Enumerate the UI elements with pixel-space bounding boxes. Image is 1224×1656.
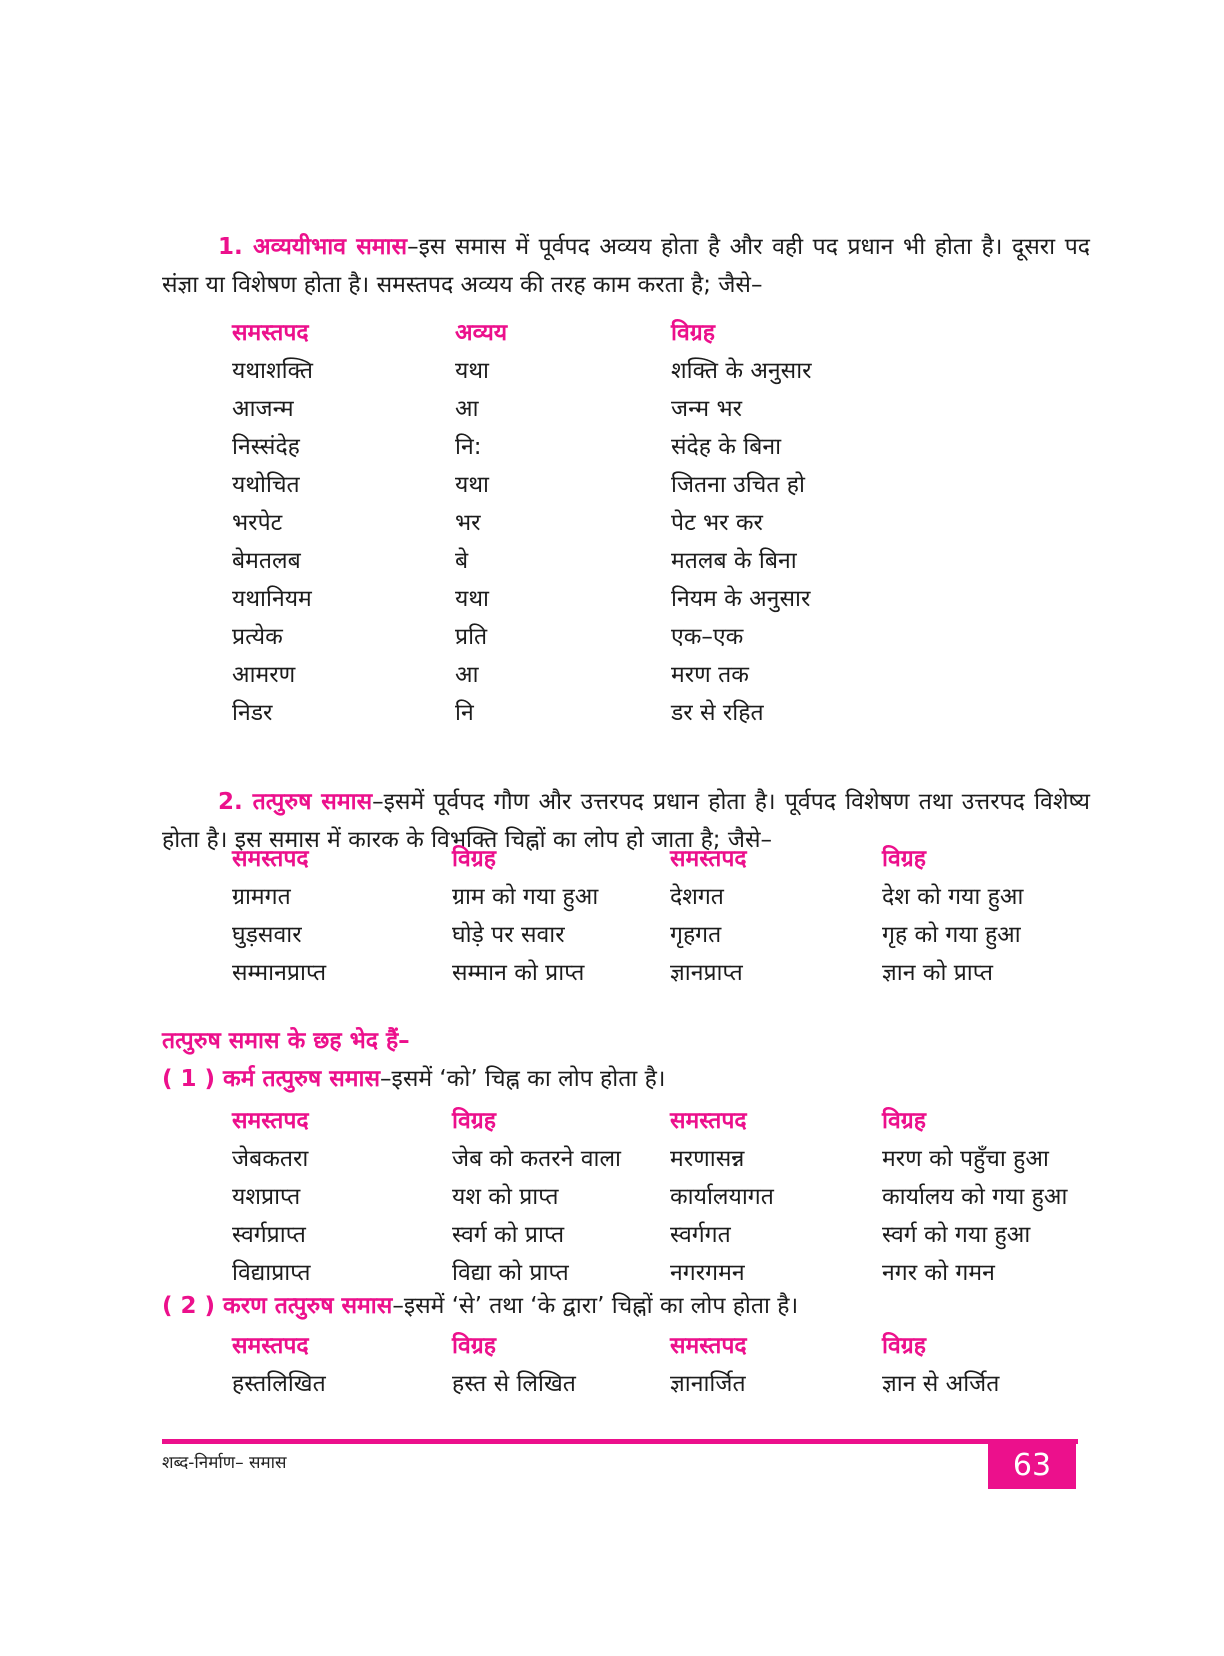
column-header: समस्तपद [232,1333,309,1359]
section-2-heading: 2. तत्पुरुष समास [218,789,373,815]
table-cell: ग्रामगत [232,884,291,910]
table-cell: यथा [455,586,489,612]
type-1-body: –इसमें ‘को’ चिह्न का लोप होता है। [380,1066,666,1092]
section-1-paragraph [162,228,1090,304]
table-cell: नगर को गमन [882,1260,995,1286]
table-cell: आ [455,396,479,422]
table-cell: देशगत [670,884,724,910]
column-header: समस्तपद [670,1108,747,1134]
table-cell: बे [455,548,469,574]
section-2-body: –इसमें पूर्वपद गौण और उत्तरपद प्रधान होता है। पूर्वपद विशेषण तथा उत्तरपद विशेष्य होता है। इस समास में कारक के विभक्ति चिह्नों का लोप हो जाता है; जैसे– [162,789,1090,853]
table-cell: यथानियम [232,586,312,612]
table-cell: संदेह के बिना [671,434,782,460]
table-cell: आमरण [232,662,296,688]
page-number: 63 [1012,1447,1052,1483]
table-cell: मरणासन्न [670,1146,745,1172]
table-cell: जितना उचित हो [671,472,805,498]
table-cell: विद्या को प्राप्त [452,1260,569,1286]
table-cell: कार्यालयागत [670,1184,774,1210]
column-header: समस्तपद [232,320,309,346]
table-cell: जन्म भर [671,396,743,422]
column-header: समस्तपद [670,1333,747,1359]
table-cell: आजन्म [232,396,294,422]
table-cell: एक–एक [671,624,744,650]
karan-tatpurush-table [232,1325,1102,1401]
table-cell: सम्मान को प्राप्त [452,960,585,986]
type-1-label: ( 1 ) कर्म तत्पुरुष समास [162,1066,381,1092]
table-cell: यथा [455,358,489,384]
table-cell: भरपेट [232,510,283,536]
table-cell: हस्तलिखित [232,1371,326,1397]
table-cell: आ [455,662,479,688]
table-cell: गृह को गया हुआ [882,922,1021,948]
karm-tatpurush-table [232,1100,1102,1290]
table-cell: मरण तक [671,662,749,688]
table-cell: बेमतलब [232,548,301,574]
column-header: समस्तपद [232,846,309,872]
table-cell: गृहगत [670,922,722,948]
table-cell: स्वर्गगत [670,1222,731,1248]
footer-chapter-label: शब्द-निर्माण– समास [162,1453,287,1473]
avyayibhav-table [232,312,972,730]
table-cell: कार्यालय को गया हुआ [882,1184,1068,1210]
footer-rule [162,1439,1078,1444]
type-2-body: –इसमें ‘से’ तथा ‘के द्वारा’ चिह्नों का लोप होता है। [392,1293,799,1319]
table-cell: पेट भर कर [671,510,763,536]
column-header: विग्रह [452,846,496,872]
table-cell: नगरगमन [670,1260,745,1286]
table-cell: ज्ञान से अर्जित [882,1371,1000,1397]
table-cell: डर से रहित [671,700,764,726]
table-cell: घुड़सवार [232,922,302,948]
type-2-label: ( 2 ) करण तत्पुरुष समास [162,1293,393,1319]
table-cell: स्वर्ग को प्राप्त [452,1222,565,1248]
tatpurush-table [232,838,1102,990]
column-header: विग्रह [671,320,715,346]
column-header: विग्रह [452,1108,496,1134]
table-cell: सम्मानप्राप्त [232,960,327,986]
table-cell: ज्ञानार्जित [670,1371,746,1397]
tatpurush-types-subheading: तत्पुरुष समास के छह भेद हैं– [162,1028,410,1054]
column-header: समस्तपद [670,846,747,872]
table-cell: निडर [232,700,273,726]
table-cell: मतलब के बिना [671,548,797,574]
column-header: अव्यय [455,320,508,346]
section-1-body: –इस समास में पूर्वपद अव्यय होता है और वही पद प्रधान भी होता है। दूसरा पद संज्ञा या विशेषण होता है। समस्तपद अव्यय की तरह काम करता है; जैसे– [162,234,1090,298]
table-cell: विद्याप्राप्त [232,1260,311,1286]
section-1-heading: 1. अव्ययीभाव समास [218,234,408,260]
table-cell: प्रत्येक [232,624,283,650]
table-cell: भर [455,510,481,536]
column-header: विग्रह [882,846,926,872]
table-cell: नि: [455,434,482,460]
column-header: समस्तपद [232,1108,309,1134]
table-cell: घोड़े पर सवार [452,922,565,948]
table-cell: यथाशक्ति [232,358,314,384]
table-cell: यथा [455,472,489,498]
column-header: विग्रह [882,1108,926,1134]
column-header: विग्रह [452,1333,496,1359]
table-cell: ज्ञानप्राप्त [670,960,743,986]
table-cell: जेब को कतरने वाला [452,1146,621,1172]
type-1-line [162,1060,1112,1098]
table-cell: नि [455,700,474,726]
table-cell: नियम के अनुसार [671,586,811,612]
table-cell: यशप्राप्त [232,1184,301,1210]
table-cell: शक्ति के अनुसार [671,358,812,384]
table-cell: निस्संदेह [232,434,300,460]
table-cell: प्रति [455,624,488,650]
table-cell: मरण को पहुँचा हुआ [882,1146,1049,1172]
page-number-badge [988,1441,1076,1489]
type-2-line [162,1287,1112,1325]
table-cell: ग्राम को गया हुआ [452,884,599,910]
table-cell: ज्ञान को प्राप्त [882,960,993,986]
table-cell: स्वर्गप्राप्त [232,1222,306,1248]
table-cell: स्वर्ग को गया हुआ [882,1222,1031,1248]
column-header: विग्रह [882,1333,926,1359]
table-cell: देश को गया हुआ [882,884,1024,910]
table-cell: यथोचित [232,472,300,498]
table-cell: हस्त से लिखित [452,1371,576,1397]
table-cell: जेबकतरा [232,1146,309,1172]
table-cell: यश को प्राप्त [452,1184,559,1210]
